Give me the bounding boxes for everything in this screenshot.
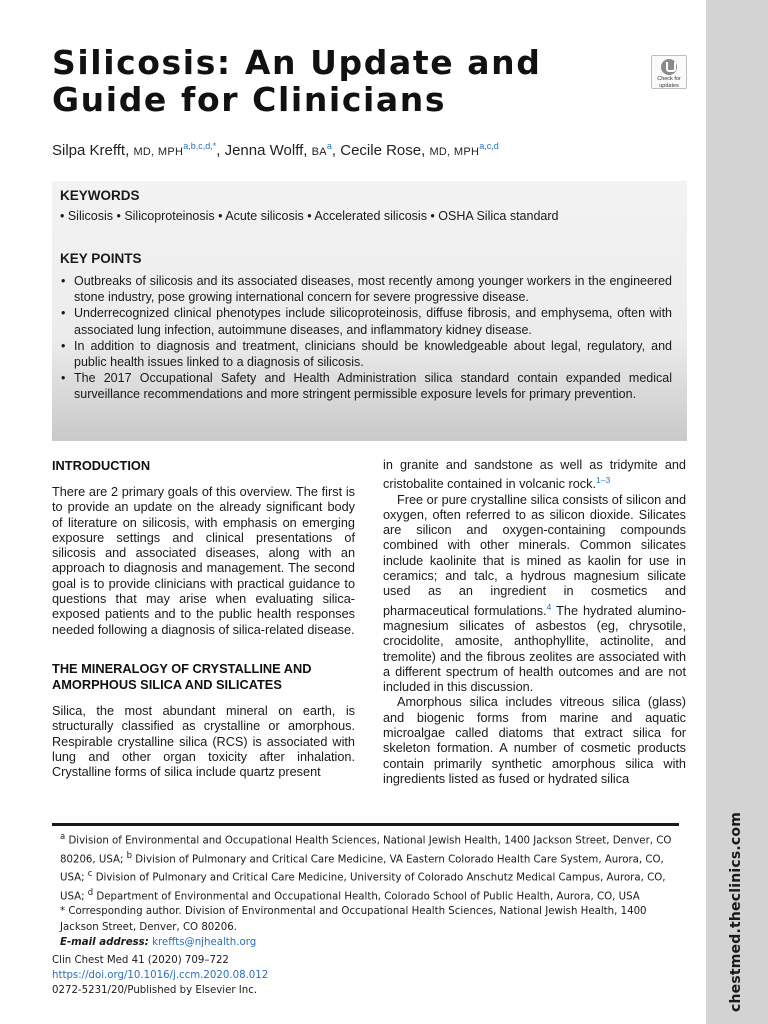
reference-link[interactable]: 1–3 bbox=[595, 475, 611, 486]
badge-text-1: Check for bbox=[657, 76, 681, 82]
author-degree: MD, MPH bbox=[429, 146, 480, 158]
author-name: Silpa Krefft bbox=[52, 142, 126, 159]
footnote-divider bbox=[52, 823, 679, 826]
author-affiliation[interactable]: a,b,c,d,* bbox=[183, 141, 217, 151]
author-name: Jenna Wolff bbox=[224, 142, 304, 159]
key-points-list bbox=[60, 273, 672, 403]
key-points-heading: KEY POINTS bbox=[60, 251, 142, 266]
affiliations-footnote: $^a$ Division of Environmental and Occupational Health Sciences, National Jewish Health, 1400 Jackson Street, Denver, CO 80206, USA; $^b$ Division of Pulmonary and Critical Care Medicine, VA Eastern Colorado Health Care System, Aurora, CO, USA; $^c$ Division of Pulmonary and Critical Care Medicine, University of Colorado Anschutz Medical Campus, Aurora, CO, USA; $^d$ Department of Environmental and Occupational Health, Colorado School of Public Health, Aurora, CO, USA bbox=[60, 832, 672, 903]
author-affiliation[interactable]: a bbox=[326, 141, 332, 151]
mineralogy-paragraph: Silica, the most abundant mineral on earth, is structurally classified as crystalline or amorphous. Respirable crystalline silica (RCS) is associated with lung and other organ toxicity after inhalation. Crystalline forms of silica include quartz present bbox=[52, 703, 355, 780]
issn-line: 0272-5231/20/Published by Elsevier Inc. bbox=[52, 985, 258, 997]
email-label: E-mail address: bbox=[60, 936, 149, 948]
introduction-paragraph: There are 2 primary goals of this overview. The first is to provide an update on the already significant body of literature on silicosis, with emphasis on emerging exposure settings and clinical presentations of silicosis and associated diseases, along with an approach to diagnosis and management. The second goal is to provide clinicians with practical guidance to questions that may arise when evaluating silica-exposed patients and to the public health responses needed following a diagnosis of silica-related disease. bbox=[52, 485, 355, 637]
body-column-left bbox=[52, 458, 355, 780]
email-footnote bbox=[60, 935, 680, 950]
title-line-2: Guide for Clinicians bbox=[52, 80, 447, 119]
journal-url: chestmed.theclinics.com bbox=[728, 811, 744, 1013]
author-affiliation[interactable]: a,c,d bbox=[479, 141, 499, 151]
update-check-icon bbox=[661, 59, 677, 75]
body-paragraph: Amorphous silica includes vitreous silica (glass) and biogenic forms from marine and aquatic microalgae called diatoms that extract silica for skeleton formation. A number of cosmetic products contain primarily synthetic amorphous silica with ingredients listed as fused or hydrated silica bbox=[383, 695, 686, 786]
reference-link[interactable]: 4 bbox=[546, 601, 552, 612]
corresponding-author-footnote: * Corresponding author. Division of Environmental and Occupational Health Sciences, National Jewish Health, 1400 Jackson Street, Denver, CO 80206. bbox=[60, 906, 647, 933]
key-point-item: • In addition to diagnosis and treatment, clinicians should be knowledgeable about legal, regulatory, and public health issues linked to a diagnosis of silicosis. bbox=[60, 338, 672, 370]
author-degree: MD, MPH bbox=[133, 146, 184, 158]
body-column-right bbox=[383, 458, 686, 787]
author-list: Silpa Krefft, MD, MPH$^{a,b,c,d,*}$, Jenna Wolff, BA$^a$, Cecile Rose, MD, MPH$^{a,c,d}$ bbox=[52, 141, 499, 159]
citation-block bbox=[52, 953, 268, 999]
journal-citation: Clin Chest Med 41 (2020) 709–722 bbox=[52, 955, 229, 966]
email-link[interactable]: kreffts@njhealth.org bbox=[152, 936, 257, 948]
key-point-item: • Outbreaks of silicosis and its associated diseases, most recently among younger workers in the engineered stone industry, pose growing international concern for severe progressive disease. bbox=[60, 273, 672, 305]
body-paragraph: in granite and sandstone as well as tridymite and cristobalite contained in volcanic rock.$^{1-3}$ bbox=[383, 458, 686, 492]
introduction-heading: INTRODUCTION bbox=[52, 458, 151, 473]
doi-link[interactable]: https://doi.org/10.1016/j.ccm.2020.08.012 bbox=[52, 970, 269, 982]
key-point-item: • The 2017 Occupational Safety and Health Administration silica standard contain expanded medical surveillance recommendations and more stringent permissible exposure levels for primary prevention. bbox=[60, 370, 672, 402]
footnotes bbox=[60, 830, 680, 950]
title-line-1: Silicosis: An Update and bbox=[52, 43, 542, 82]
author-name: Cecile Rose bbox=[340, 142, 422, 159]
keywords-list: • Silicosis • Silicoproteinosis • Acute silicosis • Accelerated silicosis • OSHA Silica standard bbox=[60, 209, 559, 223]
article-title bbox=[52, 44, 612, 118]
key-point-item: • Underrecognized clinical phenotypes include silicoproteinosis, diffuse fibrosis, and emphysema, often with associated lung infection, autoimmune diseases, and inflammatory kidney disease. bbox=[60, 305, 672, 337]
mineralogy-heading: THE MINERALOGY OF CRYSTALLINE AND AMORPHOUS SILICA AND SILICATES bbox=[52, 660, 312, 692]
author-degree: BA bbox=[311, 146, 327, 158]
keywords-keypoints-panel bbox=[52, 181, 687, 441]
badge-text-2: updates bbox=[659, 83, 679, 89]
check-for-updates-badge[interactable] bbox=[651, 55, 687, 89]
body-paragraph: Free or pure crystalline silica consists of silicon and oxygen, often referred to as silicon dioxide. Silicates are silicon and oxygen-containing compounds combined with other minerals. Common silicates include kaolinite that is mined as kaolin for use in ceramics; and talc, a hydrous magnesium silicate used as an ingredient in cosmetics and pharmaceutical formulations.$^4$ The hydrated alumino-magnesium silicates of asbestos (eg, chrysotile, crocidolite, amosite, anthophyllite, actinolite, and tremolite) and the fibrous zeolites are associated with a different spectrum of health outcomes and are not included in this discussion. bbox=[383, 492, 686, 695]
keywords-heading: KEYWORDS bbox=[60, 188, 140, 203]
